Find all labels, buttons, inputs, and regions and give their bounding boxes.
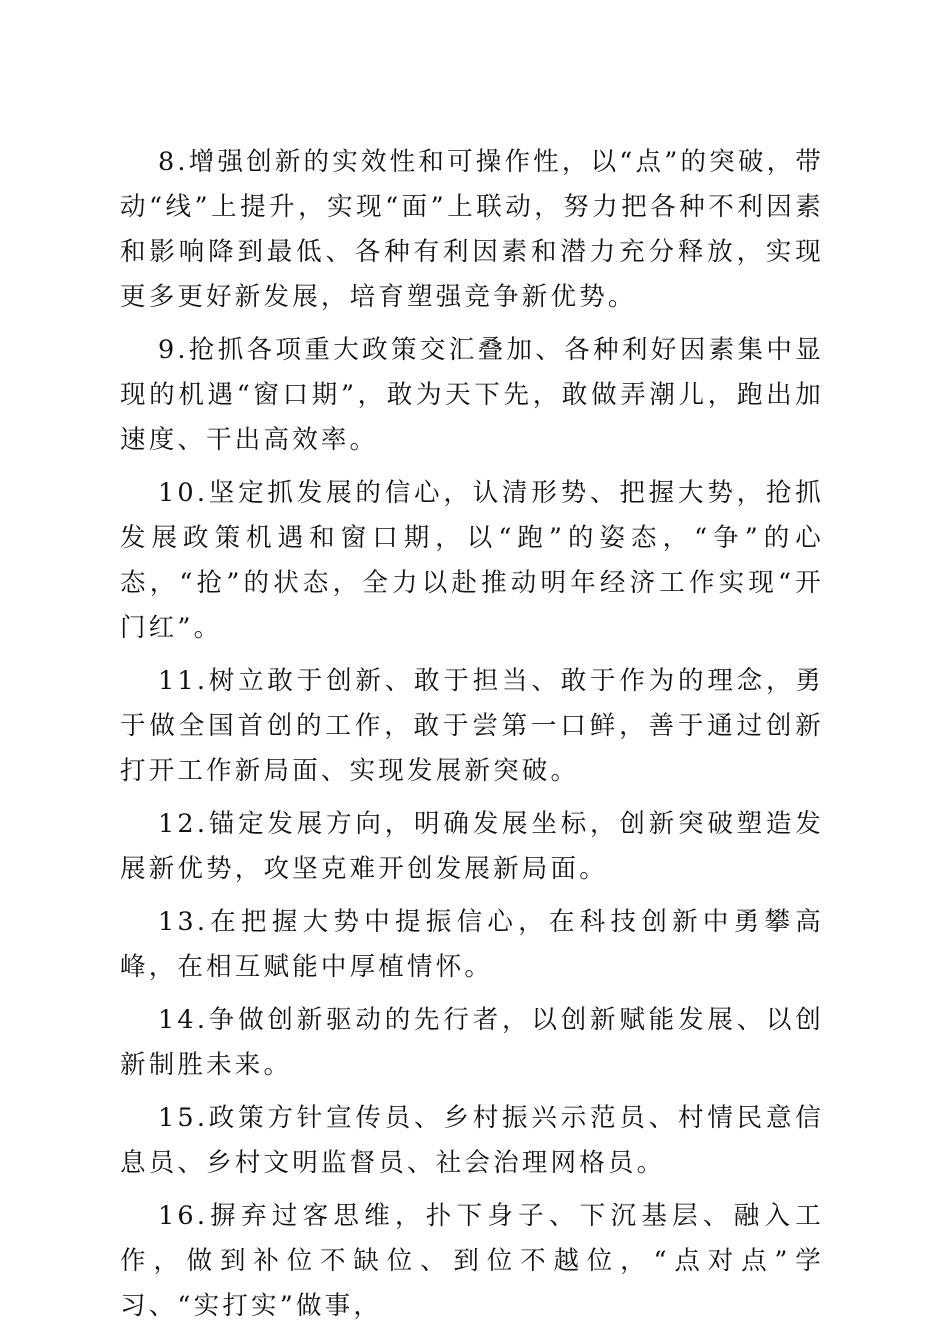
paragraph-14: 14.争做创新驱动的先行者，以创新赋能发展、以创新制胜未来。 bbox=[120, 1005, 824, 1080]
paragraph-8: 8.增强创新的实效性和可操作性，以“点”的突破，带动“线”上提升，实现“面”上联动，努力把各种不利因素和影响降到最低、各种有利因素和潜力充分释放，实现更多更好新发展，培育塑强竞争新优势。 bbox=[120, 147, 824, 312]
paragraph-12: 12.锚定发展方向，明确发展坐标，创新突破塑造发展新优势，攻坚克难开创发展新局面。 bbox=[120, 809, 824, 884]
paragraph-13: 13.在把握大势中提振信心，在科技创新中勇攀高峰，在相互赋能中厚植情怀。 bbox=[120, 907, 824, 982]
paragraph-15: 15.政策方针宣传员、乡村振兴示范员、村情民意信息员、乡村文明监督员、社会治理网格员。 bbox=[120, 1103, 824, 1178]
paragraph-11: 11.树立敢于创新、敢于担当、敢于作为的理念，勇于做全国首创的工作，敢于尝第一口鲜，善于通过创新打开工作新局面、实现发展新突破。 bbox=[120, 666, 824, 786]
paragraph-16: 16.摒弃过客思维，扑下身子、下沉基层、融入工作，做到补位不缺位、到位不越位，“点对点”学习、“实打实”做事， bbox=[120, 1201, 824, 1321]
document-page bbox=[120, 140, 824, 1337]
paragraph-9: 9.抢抓各项重大政策交汇叠加、各种利好因素集中显现的机遇“窗口期”，敢为天下先，敢做弄潮儿，跑出加速度、干出高效率。 bbox=[120, 335, 824, 455]
paragraph-10: 10.坚定抓发展的信心，认清形势、把握大势，抢抓发展政策机遇和窗口期，以“跑”的姿态，“争”的心态，“抢”的状态，全力以赴推动明年经济工作实现“开门红”。 bbox=[120, 478, 824, 643]
